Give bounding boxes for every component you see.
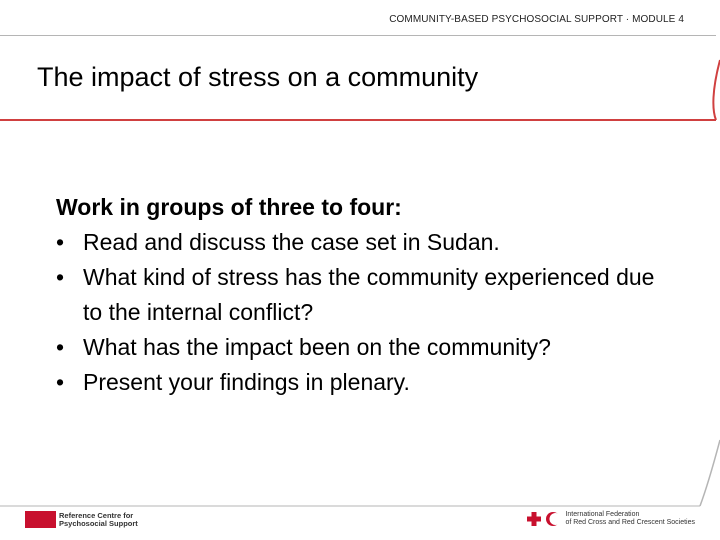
red-cross-icon <box>524 510 544 528</box>
slide-title: The impact of stress on a community <box>37 62 479 92</box>
footer-right-text <box>565 511 695 527</box>
module-label: COMMUNITY-BASED PSYCHOSOCIAL SUPPORT · MODULE 4 <box>389 14 684 25</box>
bullet-list <box>56 225 656 400</box>
bullet-dot: • <box>56 334 65 360</box>
bullet-text: Read and discuss the case set in Sudan. <box>83 229 500 255</box>
footer-logo-reference-centre <box>25 511 138 528</box>
ifrc-mini-logo <box>25 511 56 528</box>
footer-right-line2: of Red Cross and Red Crescent Societies <box>565 519 695 526</box>
footer-left-line2: Psychosocial Support <box>59 518 138 528</box>
bullet-item <box>56 330 656 365</box>
red-crescent-icon <box>544 510 562 528</box>
bullet-text: What has the impact been on the community? <box>83 334 551 360</box>
bullet-item <box>56 260 656 330</box>
slide-content <box>56 190 656 400</box>
footer-left-line1: Reference Centre for <box>59 510 134 520</box>
bullet-text: What kind of stress has the community experienced due to the internal conflict? <box>83 264 655 325</box>
footer-right-line1: International Federation <box>565 511 640 518</box>
title-divider-bottom <box>0 119 716 121</box>
bullet-dot: • <box>56 264 65 290</box>
bullet-dot: • <box>56 369 65 395</box>
bullet-item <box>56 225 656 260</box>
content-heading: Work in groups of three to four: <box>56 194 402 220</box>
title-divider-top <box>0 35 716 36</box>
bullet-text: Present your findings in plenary. <box>83 369 410 395</box>
bullet-item <box>56 365 656 400</box>
footer-logo-ifrc <box>524 510 695 528</box>
footer-left-text <box>59 512 138 528</box>
bullet-dot: • <box>56 229 65 255</box>
